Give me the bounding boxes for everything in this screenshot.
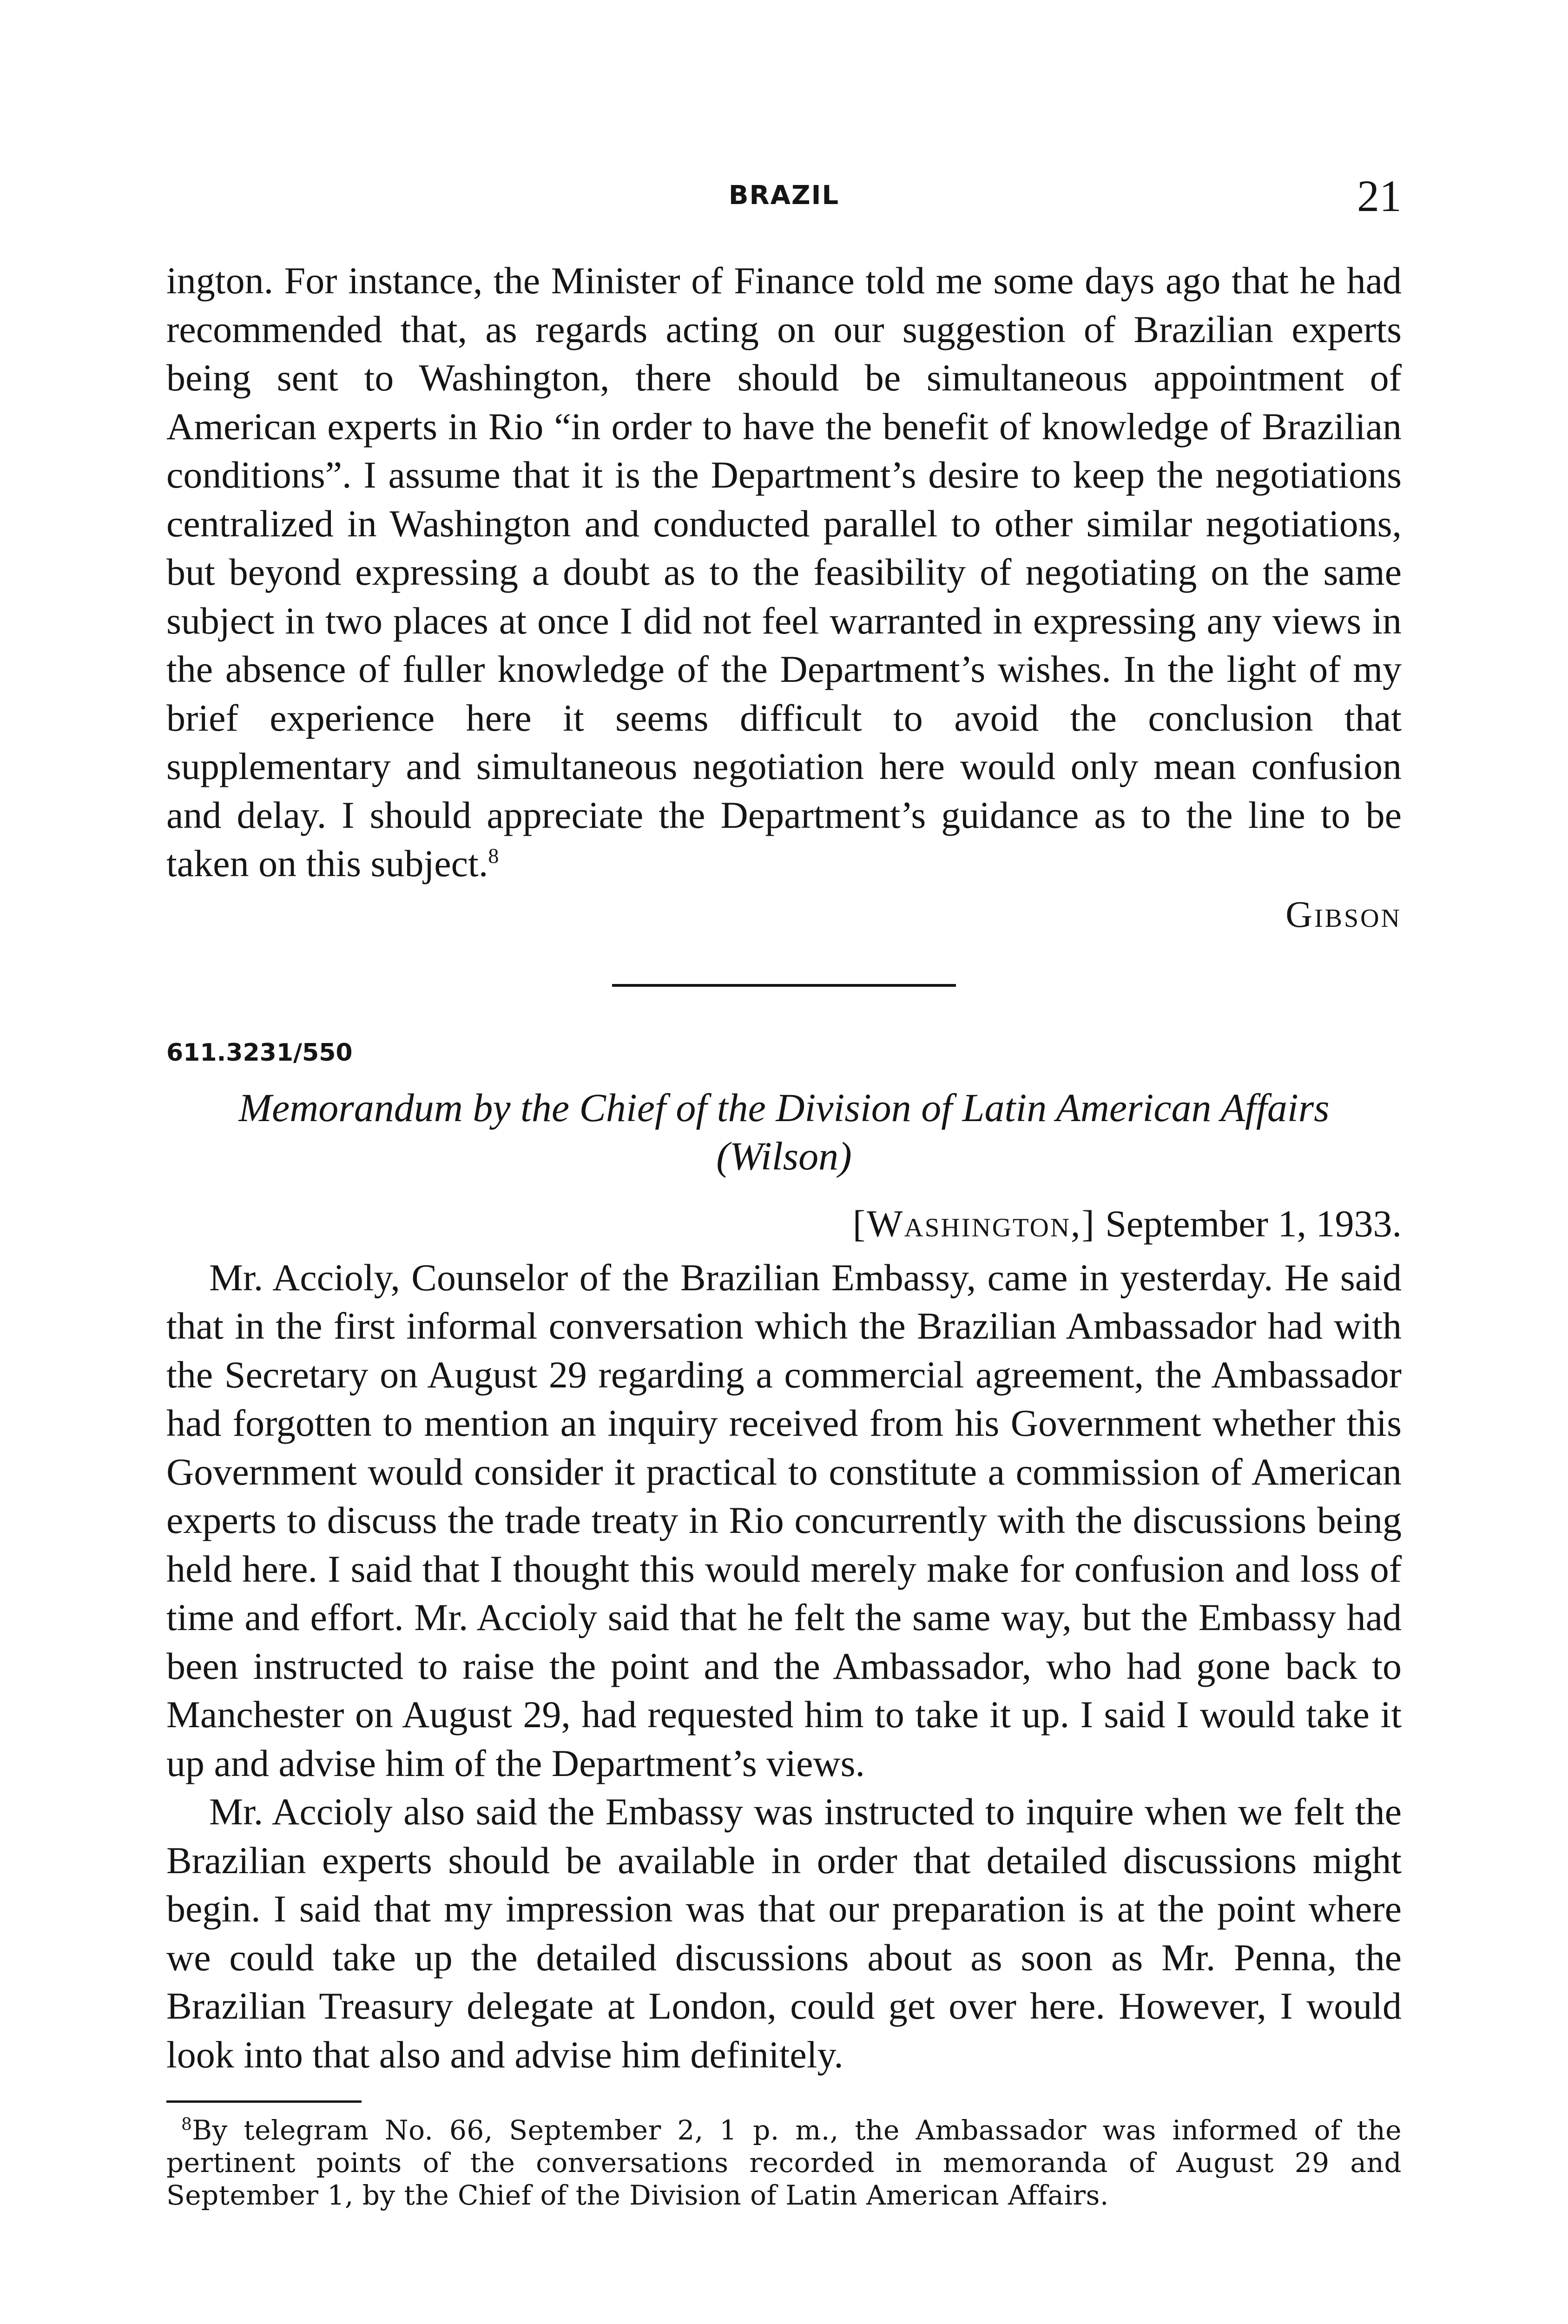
file-number: 611.3231/550: [166, 1038, 353, 1067]
memorandum-paragraph-1: Mr. Accioly, Counselor of the Brazilian Embassy, came in yesterday. He said that in the first informal conversation which the Brazilian Ambassador had with the Secretary on August 29 regarding a commercial agreement, the Ambassador had forgotten to mention an inquiry received from his Government whether this Government would consider it practical to constitute a commission of American experts to discuss the trade treaty in Rio concurrently with the discussions being held here. I said that I thought this would merely make for confusion and loss of time and effort. Mr. Accioly said that he felt the same way, but the Embassy had been instructed to raise the point and the Ambassador, who had gone back to Manchester on August 29, had requested him to take it up. I said I would take it up and advise him of the Department’s views.: [166, 1256, 1402, 1784]
footnote-reference[interactable]: 8: [488, 844, 499, 868]
signature: Gibson: [1285, 894, 1402, 935]
page-number: 21: [1357, 171, 1402, 221]
continuation-paragraph: [166, 257, 1402, 888]
memorandum-title-line-2: (Wilson): [716, 1133, 852, 1178]
memorandum-paragraph-2: Mr. Accioly also said the Embassy was instructed to inquire when we felt the Brazilian experts should be available in order that detailed discussions might begin. I said that my impression was that our preparation is at the point where we could take up the detailed discussions about as soon as Mr. Penna, the Brazilian Treasury delegate at London, could get over here. However, I would look into that also and advise him definitely.: [166, 1790, 1402, 2076]
memorandum-title: [166, 1083, 1402, 1180]
dateline-date: September 1, 1933.: [1105, 1202, 1402, 1245]
footnote-marker: 8: [181, 2115, 192, 2134]
section-divider: [612, 984, 956, 987]
footnote: [166, 2114, 1402, 2212]
footnote-text: By telegram No. 66, September 2, 1 p. m., the Ambassador was informed of the pertinent points of the conversations recorded in memoranda of August 29 and September 1, by the Chief of the Division of Latin American Affairs.: [166, 2114, 1402, 2211]
dateline: [166, 1200, 1402, 1248]
memorandum-title-line-1: Memorandum by the Chief of the Division of Latin American Affairs: [238, 1085, 1330, 1130]
dateline-place: [Washington,]: [852, 1202, 1096, 1245]
page-header: [166, 171, 1402, 231]
running-head: BRAZIL: [728, 180, 840, 211]
footnote-rule: [166, 2100, 362, 2103]
page-body: [166, 257, 1402, 2238]
continuation-text: ington. For instance, the Minister of Finance told me some days ago that he had recommended that, as regards acting on our suggestion of Brazilian experts being sent to Washington, there should be simultaneous appointment of American experts in Rio “in order to have the benefit of knowledge of Brazilian conditions”. I assume that it is the Department’s desire to keep the negotiations centralized in Washington and conducted parallel to other similar negotiations, but beyond expressing a doubt as to the feasibility of negotiating on the same subject in two places at once I did not feel warranted in expressing any views in the absence of fuller knowledge of the Department’s wishes. In the light of my brief experience here it seems difficult to avoid the conclusion that supplementary and simultaneous negotiation here would only mean confusion and delay. I should appreciate the Department’s guidance as to the line to be taken on this subject.: [166, 259, 1402, 885]
